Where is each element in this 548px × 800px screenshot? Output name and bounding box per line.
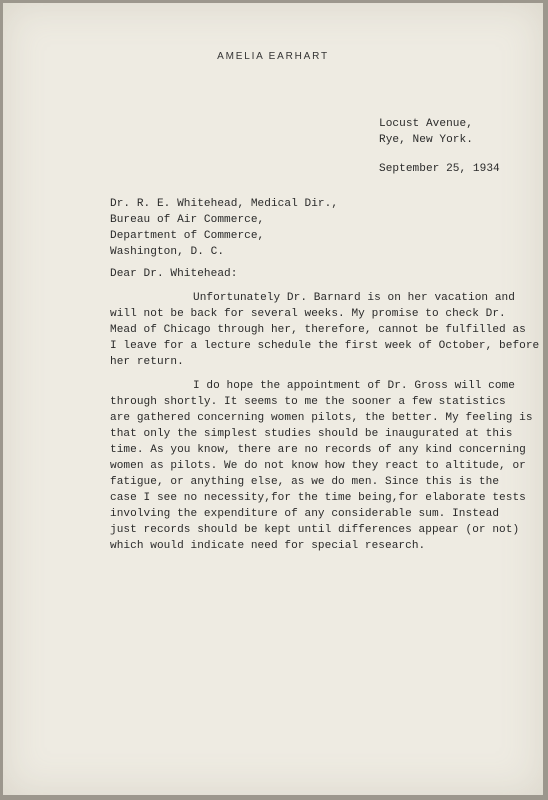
recipient-line: Department of Commerce, (110, 230, 265, 242)
paragraph-line: Mead of Chicago through her, therefore, cannot be fulfilled as (110, 324, 526, 336)
paragraph-line: I do hope the appointment of Dr. Gross will come (193, 380, 515, 392)
paragraph-line: Unfortunately Dr. Barnard is on her vacation and (193, 292, 515, 304)
recipient-line: Dr. R. E. Whitehead, Medical Dir., (110, 198, 339, 210)
letter-date: September 25, 1934 (379, 163, 500, 175)
salutation: Dear Dr. Whitehead: (110, 268, 238, 280)
paragraph-line: through shortly. It seems to me the sooner a few statistics (110, 396, 506, 408)
paragraph-line: that only the simplest studies should be inaugurated at this (110, 428, 513, 440)
paragraph-line: involving the expenditure of any considerable sum. Instead (110, 508, 500, 520)
paragraph-line: her return. (110, 356, 184, 368)
paragraph-line: which would indicate need for special research. (110, 540, 426, 552)
paragraph-line: time. As you know, there are no records of any kind concerning (110, 444, 526, 456)
paragraph-line: I leave for a lecture schedule the first week of October, before (110, 340, 540, 352)
paragraph-line: case I see no necessity,for the time being,for elaborate tests (110, 492, 526, 504)
letter-sheet (3, 3, 543, 795)
paragraph-line: women as pilots. We do not know how they react to altitude, or (110, 460, 526, 472)
letterhead: AMELIA EARHART (217, 51, 329, 62)
paragraph-line: are gathered concerning women pilots, the better. My feeling is (110, 412, 533, 424)
sender-address-line: Locust Avenue, (379, 118, 473, 130)
paragraph-line: fatigue, or anything else, as we do men. Since this is the (110, 476, 500, 488)
sender-address-line: Rye, New York. (379, 134, 473, 146)
recipient-line: Washington, D. C. (110, 246, 225, 258)
paragraph-line: just records should be kept until differences appear (or not) (110, 524, 520, 536)
paragraph-line: will not be back for several weeks. My promise to check Dr. (110, 308, 506, 320)
recipient-line: Bureau of Air Commerce, (110, 214, 265, 226)
